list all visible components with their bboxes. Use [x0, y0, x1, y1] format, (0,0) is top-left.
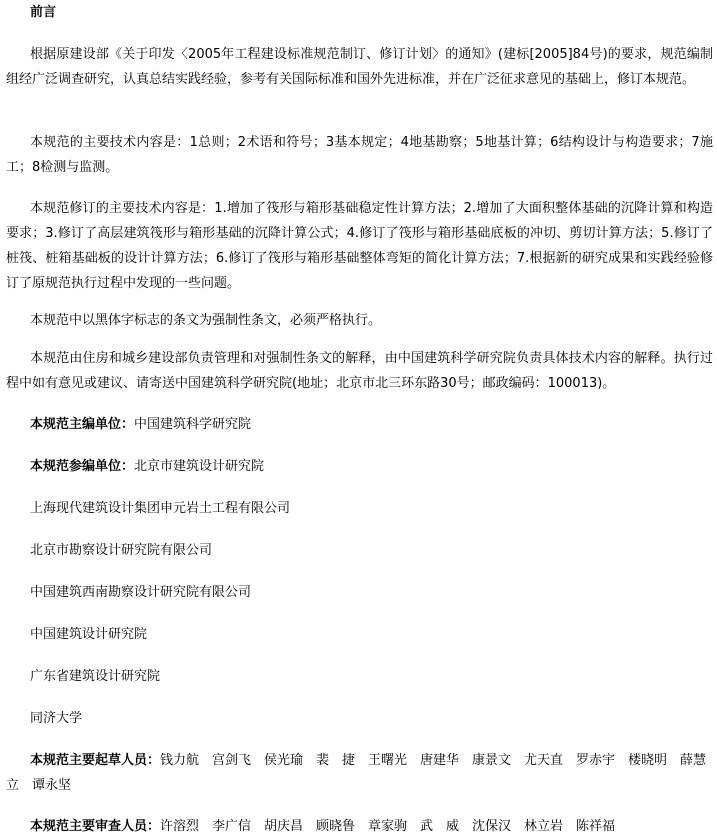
reviewers-block [6, 814, 713, 839]
participating-unit: 中国建筑西南勘察设计研究院有限公司 [30, 585, 252, 600]
reviewers-label: 本规范主要审查人员： [30, 819, 161, 834]
participating-unit: 上海现代建筑设计集团申元岩土工程有限公司 [30, 501, 291, 516]
participating-unit: 同济大学 [30, 711, 83, 726]
paragraph-management: 本规范由住房和城乡建设部负责管理和对强制性条文的解释，由中国建筑科学研究院负责具体技术内容的解释。执行过程中如有意见或建议、请寄送中国建筑科学研究院(地址；北京市北三环东路30号；邮政编码：100013)。 [6, 351, 713, 391]
drafters-block [6, 748, 713, 798]
participating-units-line [30, 454, 264, 479]
paragraph-main-content: 本规范的主要技术内容是：1总则；2术语和符号；3基本规定；4地基勘察；5地基计算；6结构设计与构造要求；7施工；8检测与监测。 [6, 135, 713, 175]
participating-unit: 北京市勘察设计研究院有限公司 [30, 543, 213, 558]
reviewers-names: 许溶烈 李广信 胡庆昌 顾晓鲁 章家驹 武 威 沈保汉 林立岩 陈祥福 [160, 819, 616, 834]
paragraph-basis: 根据原建设部《关于印发〈2005年工程建设标准规范制订、修订计划〉的通知》(建标[2005]84号)的要求，规范编制组经广泛调查研究，认真总结实践经验，参考有关国际标准和国外先进标准，并在广泛征求意见的基础上，修订本规范。 [6, 47, 713, 87]
participating-unit: 广东省建筑设计研究院 [30, 669, 161, 684]
drafters-label: 本规范主要起草人员： [30, 753, 161, 768]
section-heading: 前言 [30, 5, 57, 20]
drafters-names: 钱力航 宫剑飞 侯光瑜 裴 捷 王曙光 唐建华 康景文 尤天直 罗赤宇 楼晓明 薛慧立 谭永坚 [6, 753, 707, 793]
participating-units-label: 本规范参编单位： [30, 459, 135, 474]
chief-editor-line [30, 412, 251, 437]
participating-unit-first: 北京市建筑设计研究院 [134, 459, 265, 474]
paragraph-revisions: 本规范修订的主要技术内容是：1.增加了筏形与箱形基础稳定性计算方法；2.增加了大面积整体基础的沉降计算和构造要求；3.修订了高层建筑筏形与箱形基础的沉降计算公式；4.修订了筏形与箱形基础底板的冲切、剪切计算方法；5.修订了桩筏、桩箱基础板的设计计算方法；6.修订了筏形与箱形基础整体弯矩的简化计算方法；7.根据新的研究成果和实践经验修订了原规范执行过程中发现的一些问题。 [6, 201, 713, 291]
participating-unit: 中国建筑设计研究院 [30, 627, 148, 642]
chief-editor-label: 本规范主编单位： [30, 417, 135, 432]
paragraph-mandatory: 本规范中以黑体字标志的条文为强制性条文，必须严格执行。 [30, 313, 382, 328]
chief-editor-value: 中国建筑科学研究院 [134, 417, 252, 432]
